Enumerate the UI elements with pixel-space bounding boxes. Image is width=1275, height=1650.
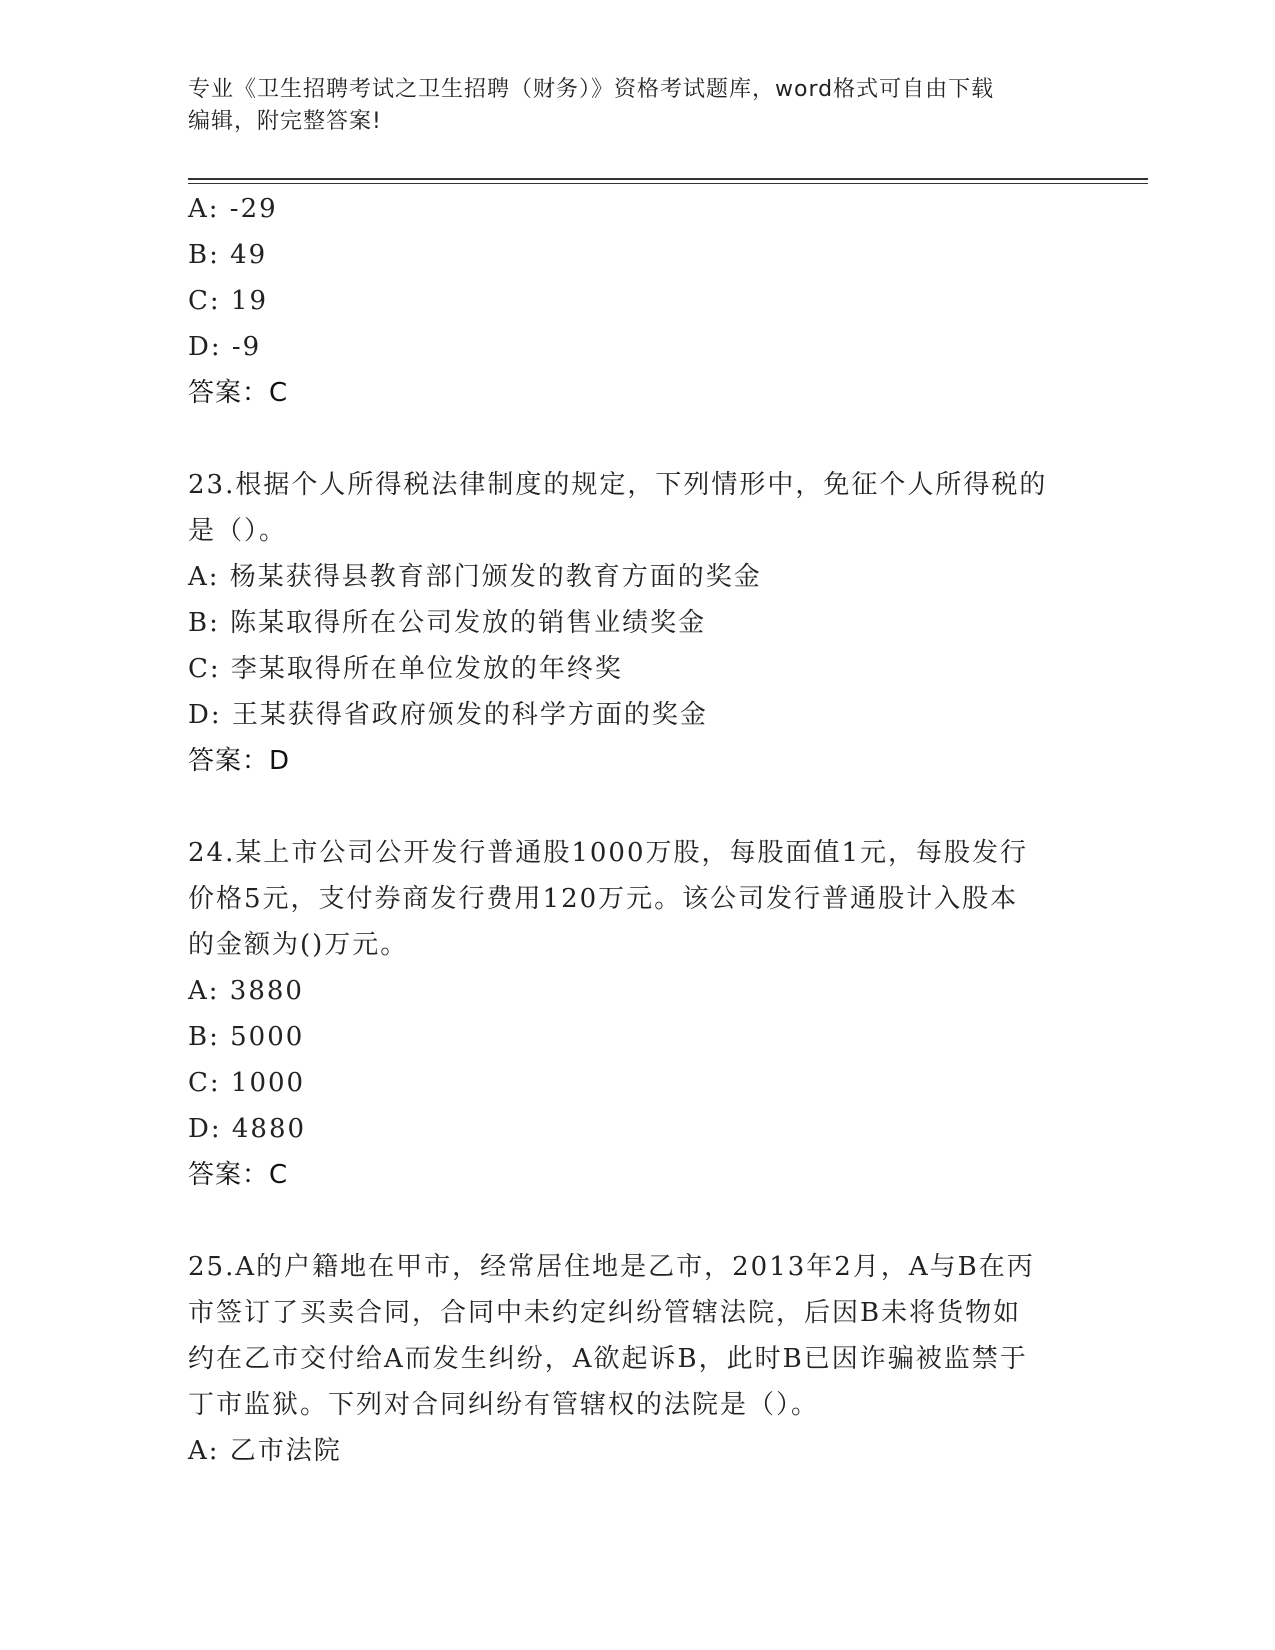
question-25	[188, 1244, 1088, 1474]
option-a: A: -29	[188, 194, 278, 224]
question-stem-line: 的金额为()万元。	[188, 930, 409, 960]
header-line-2: 编辑，附完整答案!	[188, 109, 382, 134]
question-stem-line: 价格5元，支付券商发行费用120万元。该公司发行普通股计入股本	[188, 884, 1019, 914]
answer: 答案：C	[188, 378, 289, 408]
header-divider-thick	[188, 178, 1148, 180]
option-d: D: -9	[188, 332, 262, 362]
answer: 答案：D	[188, 746, 291, 776]
option-a: A: 乙市法院	[188, 1436, 342, 1466]
document-header	[188, 74, 1068, 138]
question-content	[188, 186, 1088, 1474]
option-d: D: 4880	[188, 1114, 307, 1144]
header-line-1: 专业《卫生招聘考试之卫生招聘（财务）》资格考试题库，word格式可自由下载	[188, 77, 995, 102]
option-a: A: 3880	[188, 976, 304, 1006]
question-stem-line: 23.根据个人所得税法律制度的规定，下列情形中，免征个人所得税的	[188, 470, 1048, 500]
header-divider-thin	[188, 183, 1148, 184]
answer: 答案：C	[188, 1160, 289, 1190]
option-b: B: 49	[188, 240, 268, 270]
option-a: A: 杨某获得县教育部门颁发的教育方面的奖金	[188, 562, 762, 592]
question-stem-line: 约在乙市交付给A而发生纠纷，A欲起诉B，此时B已因诈骗被监禁于	[188, 1344, 1028, 1374]
question-stem-line: 市签订了买卖合同，合同中未约定纠纷管辖法院，后因B未将货物如	[188, 1298, 1022, 1328]
option-b: B: 5000	[188, 1022, 305, 1052]
question-22	[188, 186, 1088, 416]
option-b: B: 陈某取得所在公司发放的销售业绩奖金	[188, 608, 707, 638]
option-c: C: 19	[188, 286, 269, 316]
question-stem-line: 是（）。	[188, 516, 288, 546]
option-c: C: 1000	[188, 1068, 306, 1098]
option-d: D: 王某获得省政府颁发的科学方面的奖金	[188, 700, 708, 730]
question-stem-line: 丁市监狱。下列对合同纠纷有管辖权的法院是（）。	[188, 1390, 820, 1420]
question-24	[188, 830, 1088, 1198]
question-stem-line: 24.某上市公司公开发行普通股1000万股，每股面值1元，每股发行	[188, 838, 1029, 868]
question-23	[188, 462, 1088, 784]
question-stem-line: 25.A的户籍地在甲市，经常居住地是乙市，2013年2月，A与B在丙	[188, 1252, 1035, 1282]
option-c: C: 李某取得所在单位发放的年终奖	[188, 654, 623, 684]
